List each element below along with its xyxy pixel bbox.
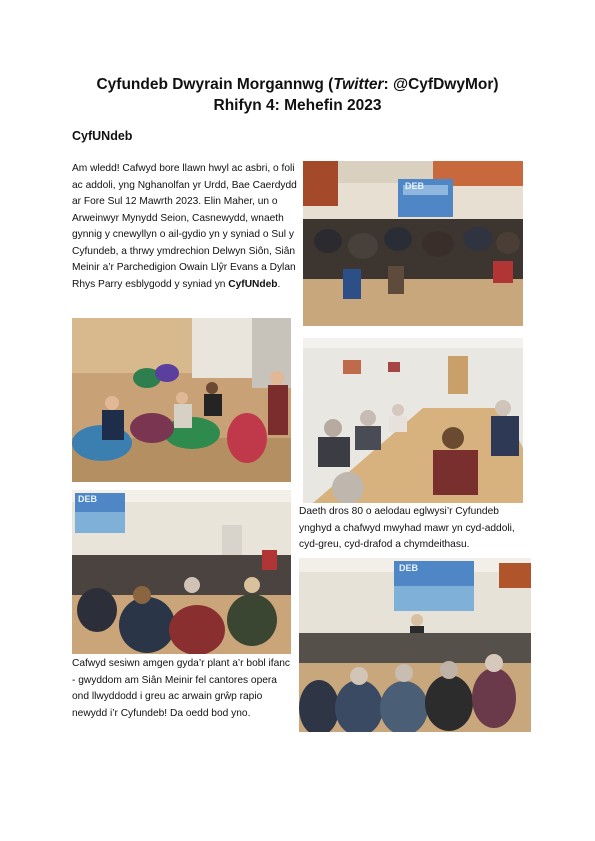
intro-bold-cyfundeb: CyfUNdeb xyxy=(228,278,278,290)
children-paragraph: Cafwyd sesiwn amgen gyda’r plant a’r bobl ifanc - gwyddom am Siân Meinir fel cantores opera ond llwyddodd i greu ac arwain grŵp rapio newydd i’r Cyfundeb! Da oedd bod yno. xyxy=(72,658,291,719)
screen-text-speaker: DEB xyxy=(399,563,419,573)
title-twitter: Twitter xyxy=(333,76,384,93)
photo-discussion-table xyxy=(303,338,523,503)
title-prefix: Cyfundeb Dwyrain Morgannwg ( xyxy=(96,76,334,93)
intro-text: Am wledd! Cafwyd bore llawn hwyl ac asbri, o foli ac addoli, yng Nghanolfan yr Urdd, Bae Caerdydd ar Fore Sul 12 Mawrth 2023. Elin Maher, un o Arweinwyr Mynydd Seion, Casnewydd, wnaeth gynnig y cnewyllyn o ail-gydio yn y syniad o Sul y Cyfundeb, a thrwy ymdrechion Delwyn Siôn, Siân Meinir a’r Parchedigion Owain Llŷr Evans a Dylan Rhys Parry esblygodd y syniad yn xyxy=(72,163,297,290)
screen-text: DEB xyxy=(405,181,425,191)
intro-end: . xyxy=(277,278,281,290)
section-heading: CyfUNdeb xyxy=(72,129,133,143)
photo-speaker-audience xyxy=(299,558,531,732)
photo-seated-circle xyxy=(72,490,291,654)
page-title xyxy=(0,74,595,95)
photo-hall-worship xyxy=(303,161,523,326)
photo-children-session xyxy=(72,318,291,482)
screen-text-circle: DEB xyxy=(78,494,98,504)
attendance-paragraph: Daeth dros 80 o aelodau eglwysi’r Cyfundeb ynghyd a chafwyd mwyhad mawr yn cyd-addoli, cyd-greu, cyd-drafod a chymdeithasu. xyxy=(299,506,515,550)
title-handle: : @CyfDwyMor) xyxy=(383,76,499,93)
intro-paragraph xyxy=(72,161,298,293)
issue-subtitle: Rhifyn 4: Mehefin 2023 xyxy=(213,97,382,114)
